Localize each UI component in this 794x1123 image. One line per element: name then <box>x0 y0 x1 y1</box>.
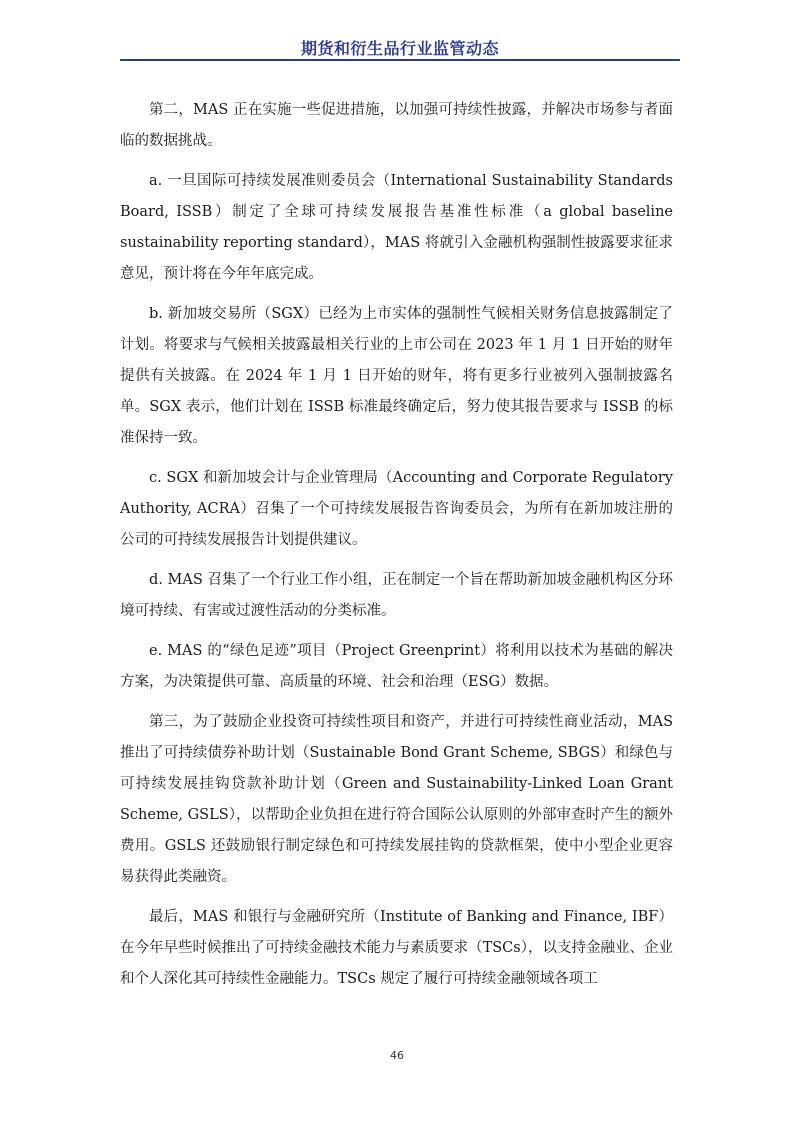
paragraph-second: 第二，MAS 正在实施一些促进措施，以加强可持续性披露，并解决市场参与者面临的数据挑战。 <box>120 102 673 149</box>
paragraph-item-d: d. MAS 召集了一个行业工作小组，正在制定一个旨在帮助新加坡金融机构区分环境可持续、有害或过渡性活动的分类标准。 <box>120 572 673 619</box>
paragraph-third: 第三，为了鼓励企业投资可持续性项目和资产，并进行可持续性商业活动，MAS 推出了可持续债券补助计划（Sustainable Bond Grant Scheme, SBGS）和绿色与可持续发展挂钩贷款补助计划（Green and Sustainability-Linked Loan Grant Scheme, GSLS），以帮助企业负担在进行符合国际公认原则的外部审查时产生的额外费用。GSLS 还鼓励银行制定绿色和可持续发展挂钩的贷款框架，使中小型企业更容易获得此类融资。 <box>120 714 673 885</box>
body-text <box>120 95 673 1004</box>
page-number: 46 <box>390 1049 404 1062</box>
paragraph-item-e: e. MAS 的“绿色足迹”项目（Project Greenprint）将利用以技术为基础的解决方案，为决策提供可靠、高质量的环境、社会和治理（ESG）数据。 <box>120 643 673 690</box>
paragraph-finally: 最后，MAS 和银行与金融研究所（Institute of Banking and Finance, IBF）在今年早些时候推出了可持续金融技术能力与素质要求（TSCs），以支持金融业、企业和个人深化其可持续性金融能力。TSCs 规定了履行可持续金融领域各项工 <box>120 909 673 987</box>
paragraph-item-c: c. SGX 和新加坡会计与企业管理局（Accounting and Corporate Regulatory Authority, ACRA）召集了一个可持续发展报告咨询委员会，为所有在新加坡注册的公司的可持续发展报告计划提供建议。 <box>120 470 673 548</box>
header-rule <box>120 59 680 61</box>
running-header: 期货和衍生品行业监管动态 <box>300 39 499 58</box>
paragraph-item-a: a. 一旦国际可持续发展准则委员会（International Sustainability Standards Board, ISSB）制定了全球可持续发展报告基准性标准（a global baseline sustainability reporting standard），MAS 将就引入金融机构强制性披露要求征求意见，预计将在今年年底完成。 <box>120 173 673 282</box>
paragraph-item-b: b. 新加坡交易所（SGX）已经为上市实体的强制性气候相关财务信息披露制定了计划。将要求与气候相关披露最相关行业的上市公司在 2023 年 1 月 1 日开始的财年提供有关披露。在 2024 年 1 月 1 日开始的财年，将有更多行业被列入强制披露名单。SGX 表示，他们计划在 ISSB 标准最终确定后，努力使其报告要求与 ISSB 的标准保持一致。 <box>120 306 673 446</box>
